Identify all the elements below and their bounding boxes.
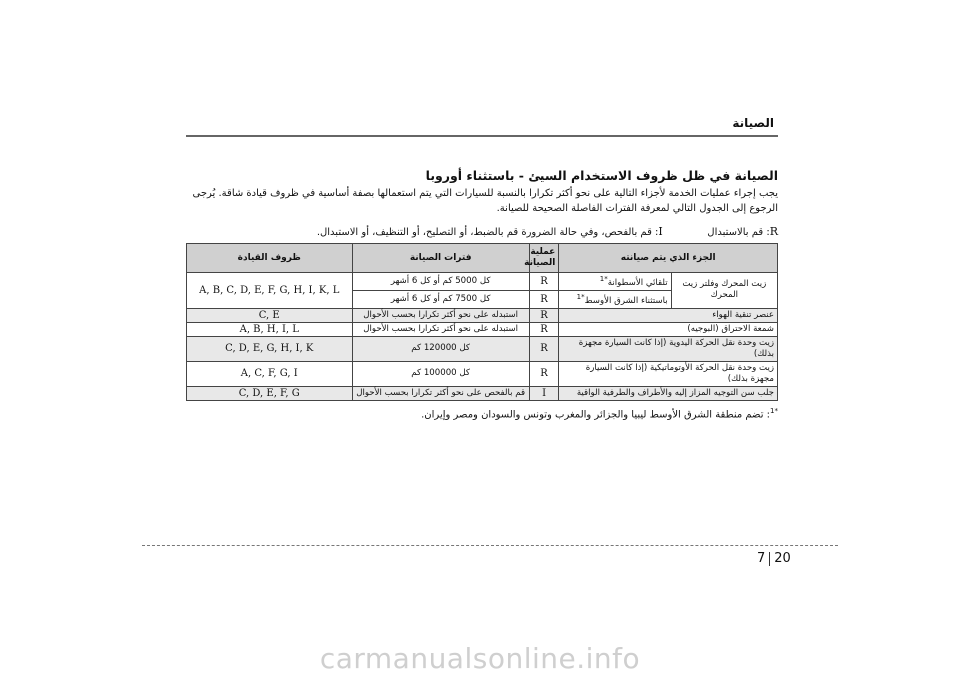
table-row (187, 308, 778, 322)
row-conditions: C, D, E, G, H, I, K (187, 336, 353, 361)
row-conditions: C, E (187, 308, 353, 322)
header-conditions: ظروف القيادة (187, 244, 353, 273)
table-row (187, 336, 778, 361)
row-item: شمعة الاحتراق (البوجيه) (559, 322, 778, 336)
row-item: عنصر تنقية الهواء (559, 308, 778, 322)
row-operation: R (529, 308, 559, 322)
row-interval: كل 7500 كم أو كل 6 أشهر (352, 290, 529, 308)
row-item: تلقائي الأسطوانة$^{*1}$ (559, 273, 671, 291)
page-number (757, 551, 791, 566)
header-operation: عملية الصيانة (529, 244, 559, 273)
chapter-number: 7 (757, 551, 766, 566)
legend-r-text: : قم بالاستبدال (707, 227, 770, 238)
row-conditions: A, B, H, I, L (187, 322, 353, 336)
page-number-separator (769, 552, 770, 566)
row-operation: R (529, 290, 559, 308)
row-operation: R (529, 322, 559, 336)
table-row (187, 361, 778, 386)
row-operation: R (529, 361, 559, 386)
row-operation: R (529, 336, 559, 361)
watermark-text: carmanualsonline.info (319, 642, 641, 675)
table-row (187, 273, 778, 291)
row-conditions: A, C, F, G, I (187, 361, 353, 386)
row-operation: R (529, 273, 559, 291)
row-interval: كل 5000 كم أو كل 6 أشهر (352, 273, 529, 291)
footnote-text: : تضم منطقة الشرق الأوسط ليبيا والجزائر والمغرب وتونس والسودان ومصر وإيران. (421, 409, 771, 421)
row-conditions: C, D, E, F, G (187, 386, 353, 400)
section-header: الصيانة (732, 116, 774, 130)
table-row (187, 322, 778, 336)
row-interval: استبدله على نحو أكثر تكرارا بحسب الأحوال (352, 322, 529, 336)
row-item: زيت وحدة نقل الحركة اليدوية (إذا كانت السيارة مجهزة بذلك) (559, 336, 778, 361)
row-interval: قم بالفحص على نحو أكثر تكرارا بحسب الأحوال (352, 386, 529, 400)
row-conditions: A, B, C, D, E, F, G, H, I, K, L (187, 273, 353, 309)
row-operation: I (529, 386, 559, 400)
row-item: باستثناء الشرق الأوسط$^{*1}$ (559, 290, 671, 308)
table-row (187, 386, 778, 400)
page-content (186, 168, 778, 420)
legend-note (186, 225, 778, 238)
table-header-row (187, 244, 778, 273)
row-interval: كل 100000 كم (352, 361, 529, 386)
page-number-value: 20 (774, 551, 791, 566)
footer-rule (142, 545, 838, 546)
row-interval: كل 120000 كم (352, 336, 529, 361)
footnote-marker: *1 (770, 406, 778, 415)
legend-i-text: : قم بالفحص، وفي حالة الضرورة قم بالضبط، أو التصليح، أو التنظيف، أو الاستبدال. (316, 227, 659, 238)
legend-r-code: R (769, 225, 778, 238)
group-label: زيت المحرك وفلتر زيت المحرك (671, 273, 777, 309)
header-rule (186, 135, 778, 137)
page-title: الصيانة في ظل ظروف الاستخدام السيئ - باستثناء أوروبا (425, 168, 778, 183)
intro-paragraph: يجب إجراء عمليات الخدمة لأجزاء التالية على نحو أكثر تكرارا بالنسبة للسيارات التي يتم استعمالها بصفة أساسية في ظروف قيادة شاقة. يُرجى الرجوع إلى الجدول التالي لمعرفة الفترات الفاصلة الصحيحة للصيانة. (192, 188, 778, 214)
header-item: الجزء الذي يتم صيانته (559, 244, 778, 273)
legend-i-code: I (658, 225, 663, 238)
row-interval: استبدله على نحو أكثر تكرارا بحسب الأحوال (352, 308, 529, 322)
row-item: جلب سن التوجيه المزاز إليه والأطراف والطرفية الواقية (559, 386, 778, 400)
header-interval: فترات الصيانة (352, 244, 529, 273)
footnote (186, 407, 778, 420)
row-item: زيت وحدة نقل الحركة الأوتوماتيكية (إذا كانت السيارة مجهزة بذلك) (559, 361, 778, 386)
maintenance-table (186, 243, 778, 401)
